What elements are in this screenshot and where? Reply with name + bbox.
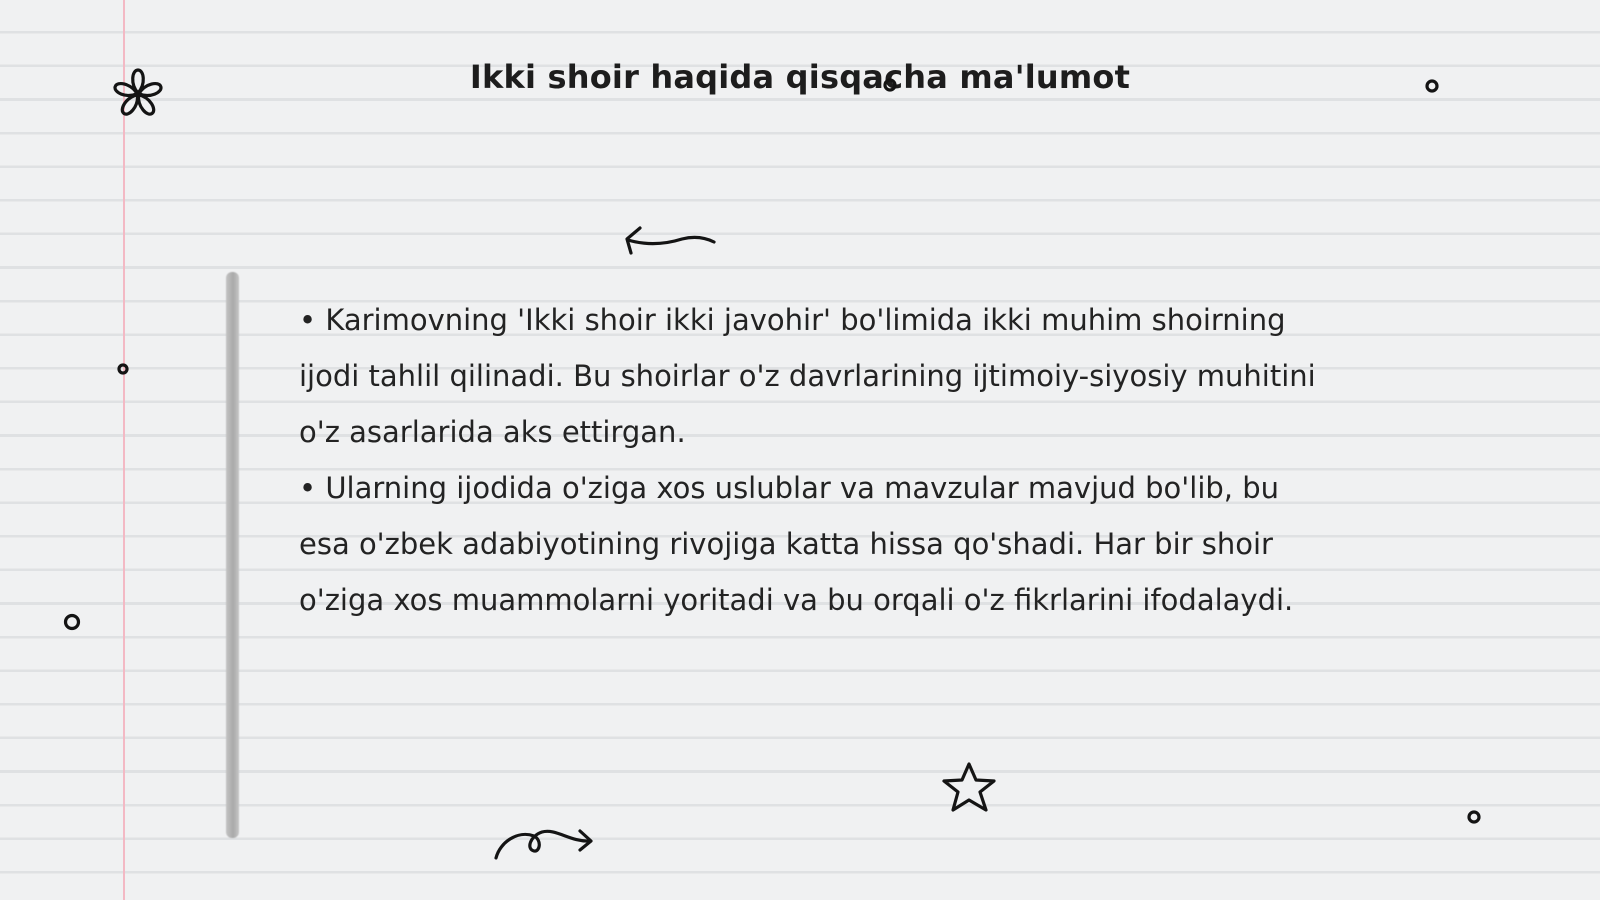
circle-icon [62,612,82,632]
body-text [299,292,1319,628]
paragraph-2: • Ularning ijodida o'ziga xos uslublar va mavzular mavjud bo'lib, bu esa o'zbek adabiyotining rivojiga katta hissa qo'shadi. Har bir shoir o'ziga xos muammolarni yoritadi va bu orqali o'z fikrlarini ifodalaydi. [299,471,1294,617]
flower-icon [110,66,166,122]
side-bar [226,272,239,838]
circle-icon [1424,78,1440,94]
arrow-left-icon [622,224,718,260]
circle-icon [116,362,130,376]
paragraph-1: • Karimovning 'Ikki shoir ikki javohir' bo'limida ikki muhim shoirning ijodi tahlil qilinadi. Bu shoirlar o'z davrlarining ijtimoiy-siyosiy muhitini o'z asarlarida aks ettirgan. [299,303,1316,449]
slide-title: Ikki shoir haqida qisqacha ma'lumot [469,58,1131,96]
curly-arrow-right-icon [492,818,600,864]
circle-icon [882,77,898,93]
margin-line [123,0,125,900]
circle-icon [1466,809,1482,825]
star-icon [940,760,1000,816]
